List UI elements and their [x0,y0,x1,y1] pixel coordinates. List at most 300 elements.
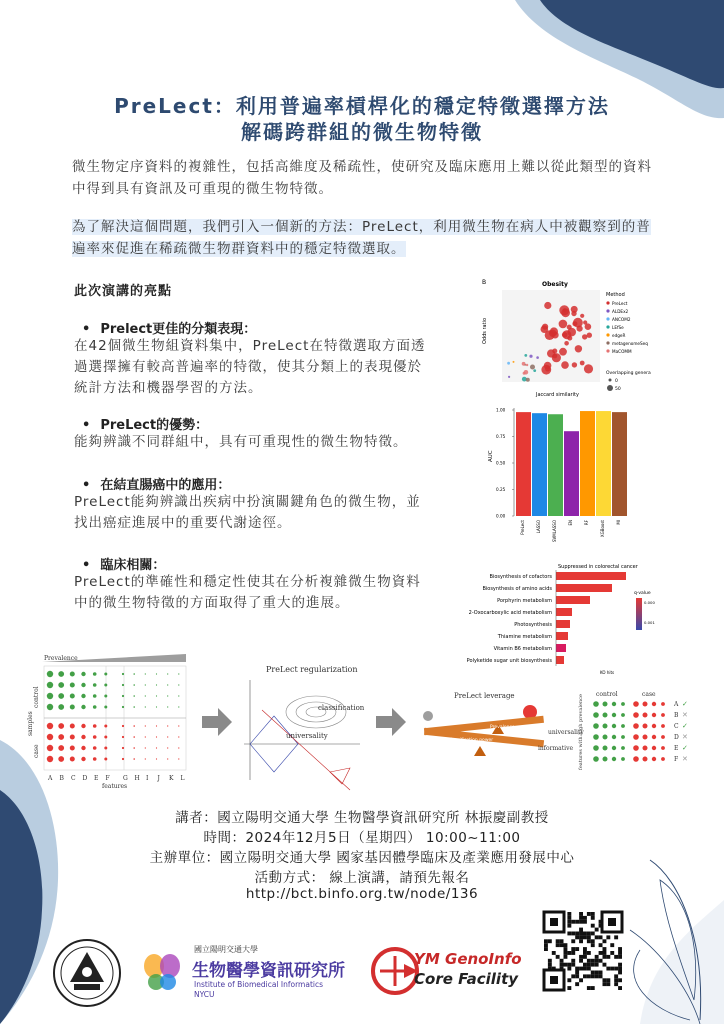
highlight-title-3: • 在結直腸癌中的應用： [82,474,230,493]
case-sample-dot [70,757,75,762]
pathway-bar [556,632,568,640]
final-row-letter: F [674,756,679,763]
control-sample-dot [93,694,97,698]
case-sample-dot [93,746,97,750]
control-sample-dot [70,694,75,699]
case-sample-dot [156,758,157,759]
control-sample-dot [178,695,179,696]
legend-label: metagenomeSeq [612,341,648,346]
final-case-dot [633,745,639,751]
feature-letter: F [105,775,110,782]
pathway-label: Biosynthesis of cofactors [489,574,552,580]
size-label-small: 0 [615,379,618,384]
scatter-legend-title: Method [606,292,625,298]
control-sample-dot [156,706,157,707]
scatter-plot [474,274,651,400]
legend-label: edgeR [612,333,626,338]
q-label-1: 0.001 [644,620,655,625]
highlight-title-2: • PreLect的優勢： [82,414,208,433]
feature-letter: I [146,775,149,782]
final-control-dot [603,724,608,729]
final-control-dot [621,713,625,717]
control-sample-dot [81,683,85,687]
final-control-dot [612,735,616,739]
highlight-text-2: 能夠辨識不同群組中，具有可重現性的微生物特徵。 [74,434,408,450]
control-sample-dot [47,671,53,677]
case-sample-dot [104,758,107,761]
case-sample-dot [178,747,179,748]
scatter-point [547,349,555,357]
feature-letter: B [59,775,64,782]
final-control-dot [593,745,599,751]
feature-letter: H [134,775,140,782]
control-sample-dot [122,695,124,697]
pathway-label: Photosynthesis [514,622,552,628]
scatter-point [583,320,587,324]
scatter-point [526,378,530,382]
control-sample-dot [93,672,97,676]
case-sample-dot [145,758,146,759]
scatter-point [571,311,576,316]
final-control-dot [593,723,599,729]
control-sample-dot [167,695,168,696]
final-row-letter: B [674,712,679,719]
auc-tick-label: 1.00 [496,407,506,413]
case-sample-dot [104,747,107,750]
ym-genoinfo-line2: Core Facility [414,970,519,988]
auc-category-label: RF [584,520,589,526]
auc-bar [612,412,627,516]
pathway-label: Thiamine metabolism [497,634,552,640]
control-sample-dot [47,693,53,699]
scatter-point [536,356,539,359]
size-label-large: 50 [615,387,621,392]
scatter-point [562,332,568,338]
bmi-nycu: NYCU [194,990,215,999]
scatter-point [572,362,577,367]
control-sample-dot [58,693,64,699]
final-control-dot [593,756,599,762]
prevalence-label: Prevalence [44,655,78,662]
nycu-seal-logo [52,938,122,1008]
features-axis-label: features [102,783,128,790]
scatter-point [541,325,549,333]
control-sample-dot [47,682,53,688]
scatter-point [561,308,570,317]
final-case-dot [661,735,665,739]
auc-bar [548,414,563,516]
universality-label: universality [286,732,328,740]
case-sample-dot [133,725,135,727]
final-case-dot [652,757,656,761]
control-sample-dot [133,695,135,697]
control-sample-dot [133,673,135,675]
pathway-legend-title: q-value [634,591,651,596]
scatter-point [587,333,592,338]
mode-info: 活動方式： 線上演講，請預先報名 [254,870,470,886]
control-sample-dot [145,706,146,707]
control-sample-dot [122,684,124,686]
final-case-dot [633,701,639,707]
case-sample-dot [58,756,64,762]
case-sample-dot [178,758,179,759]
control-sample-dot [104,695,107,698]
bmi-institute-name: 生物醫學資訊研究所 [192,961,345,981]
control-sample-dot [93,683,97,687]
bmi-english-name: Institute of Biomedical Informatics [194,980,324,989]
informative-label: informative [538,745,574,752]
feature-letter: E [94,775,99,782]
final-control-dot [593,701,599,707]
control-sample-dot [47,704,53,710]
legend-label: ALDEx2 [612,309,629,314]
genoinfo-globe-icon [370,946,420,996]
legend-swatch [606,309,609,312]
pathway-bar [556,596,590,604]
case-sample-dot [93,724,97,728]
scatter-point [564,341,569,346]
control-sample-dot [167,673,168,674]
case-sample-dot [167,758,168,759]
final-control-dot [593,734,599,740]
scatter-point [526,364,528,366]
bmi-institute-logo [140,944,350,1004]
feature-letter: J [157,775,160,782]
case-sample-dot [58,745,64,751]
case-sample-dot [93,735,97,739]
auc-tick-label: 0.75 [496,434,506,439]
final-row-letter: A [674,701,679,708]
final-case-dot [643,746,648,751]
final-case-dot [633,734,639,740]
final-control-dot [603,713,608,718]
control-sample-dot [178,673,179,674]
bmi-university-name: 國立陽明交通大學 [194,945,258,954]
case-sample-dot [145,747,146,748]
scatter-point [550,327,558,335]
control-sample-dot [104,706,107,709]
final-control-dot [612,757,616,761]
organizer-info: 主辦單位：國立陽明交通大學 國家基因體學臨床及產業應用發展中心 [149,850,575,866]
case-sample-dot [104,725,107,728]
scatter-xlabel: Jaccard similarity [536,392,579,398]
workflow-diagram [27,650,694,790]
final-case-dot [633,723,639,729]
control-sample-dot [167,706,168,707]
control-sample-dot [133,684,135,686]
control-sample-dot [122,706,124,708]
final-control-label: control [596,691,618,698]
auc-tick-label: 0.00 [496,513,506,519]
legend-swatch [606,325,609,328]
final-row-letter: E [674,745,679,752]
scatter-point [524,370,529,375]
scatter-point [559,320,568,329]
case-side-label: case [33,744,40,758]
final-case-dot [661,713,665,717]
control-sample-dot [58,671,64,677]
case-sample-dot [178,736,179,737]
scatter-point [508,376,510,378]
pathway-bar [556,572,626,580]
case-sample-dot [122,736,124,738]
case-sample-dot [133,758,135,760]
scatter-point [580,314,584,318]
scatter-point [524,354,527,357]
final-control-dot [621,757,625,761]
final-case-dot [643,757,648,762]
control-sample-dot [122,673,124,675]
case-sample-dot [70,724,75,729]
case-sample-dot [145,736,146,737]
case-sample-dot [104,736,107,739]
highlight-text-4: PreLect的準確性和穩定性使其在分析複雜微生物資料中的微生物特徵的方面取得了重大的進展。 [74,574,421,611]
control-sample-dot [81,672,85,676]
scatter-point [561,361,569,369]
control-sample-dot [70,683,75,688]
leverage-title: PreLect leverage [454,692,515,700]
scatter-point [575,345,582,352]
final-control-dot [603,757,608,762]
pathway-label: Porphyrin metabolism [497,598,552,604]
feature-letter: K [169,775,174,782]
scatter-point [584,364,593,373]
highlight-title-4: • 臨床相關： [82,554,165,573]
check-icon: ✓ [682,722,688,730]
auc-bar [532,413,547,516]
control-sample-dot [156,695,157,696]
case-sample-dot [156,747,157,748]
scatter-point [513,361,515,363]
auc-bar [564,431,579,516]
final-case-dot [652,713,656,717]
case-sample-dot [81,735,85,739]
final-control-dot [612,713,616,717]
control-sample-dot [178,706,179,707]
legend-label: ANCOM2 [612,317,631,322]
cross-icon: ✕ [682,755,688,763]
control-sample-dot [178,684,179,685]
lever-prevalence-label: Prevalence [490,725,515,730]
control-sample-dot [93,705,97,709]
highlight-text-3: PreLect能夠辨識出疾病中扮演關鍵角色的微生物，並找出癌症進展中的重要代謝途徑。 [74,494,421,531]
case-sample-dot [58,734,64,740]
case-sample-dot [58,723,64,729]
case-sample-dot [47,745,53,751]
control-sample-dot [70,672,75,677]
lever-classification-label: Classification power [448,738,494,743]
auc-category-label: XGBoost [600,520,605,538]
auc-category-label: EN [568,520,573,526]
scatter-point [530,365,535,370]
final-case-dot [643,702,648,707]
case-sample-dot [47,723,53,729]
final-case-dot [643,724,648,729]
ym-genoinfo-line1: YM GenoInfo [414,950,522,968]
final-case-dot [633,756,639,762]
pathway-label: Biosynthesis of amino acids [482,586,552,592]
bmi-butterfly-icon [140,950,184,994]
legend-swatch [606,301,609,304]
control-side-label: control [33,686,40,708]
control-sample-dot [133,706,135,708]
highlight-text-1: 在42個微生物組資料集中，PreLect在特徵選取方面透過選擇擁有較高普遍率的特徵，使其分類上的表現優於統計方法和機器學習的方法。 [74,338,426,396]
scatter-point [559,348,567,356]
case-sample-dot [167,725,168,726]
legend-label: LEfSe [612,325,624,330]
highlights-heading: 此次演講的亮點 [74,284,173,299]
scatter-title: Obesity [542,281,568,288]
final-control-dot [603,702,608,707]
cross-icon: ✕ [682,733,688,741]
control-sample-dot [81,705,85,709]
final-case-label: case [642,691,656,698]
ym-genoinfo-logo [370,944,530,1000]
auc-category-label: PreLect [520,520,525,535]
control-sample-dot [145,684,146,685]
workflow-svg [27,650,694,790]
legend-swatch [606,349,609,352]
check-icon: ✓ [682,744,688,752]
control-sample-dot [58,704,64,710]
control-sample-dot [81,694,85,698]
feature-letter: A [48,775,53,782]
auc-figure [486,400,638,556]
auc-tick-label: 0.25 [496,487,506,492]
final-control-dot [621,735,625,739]
case-sample-dot [167,747,168,748]
highlight-title-1: • Prelect更佳的分類表現： [82,318,256,337]
case-sample-dot [167,736,168,737]
case-sample-dot [81,757,85,761]
auc-bar-chart [486,400,638,556]
case-sample-dot [47,734,53,740]
speaker-info: 講者：國立陽明交通大學 生物醫學資訊研究所 林振慶副教授 [175,810,549,826]
scatter-ylabel: Odds ratio [482,317,488,344]
case-sample-dot [122,725,124,727]
feature-letter: D [82,775,88,782]
case-sample-dot [70,746,75,751]
features-high-prevalence-label: features with high prevalence [578,694,584,770]
scatter-point [582,334,587,339]
control-sample-dot [70,705,75,710]
check-icon: ✓ [682,700,688,708]
scatter-point [529,355,532,358]
control-sample-dot [145,695,146,696]
auc-category-label: LASSO [536,520,541,534]
final-control-dot [593,712,599,718]
final-case-dot [643,735,648,740]
control-sample-dot [167,684,168,685]
control-sample-dot [145,673,146,674]
scatter-figure [474,274,651,400]
case-sample-dot [81,724,85,728]
case-sample-dot [70,735,75,740]
final-case-dot [652,735,656,739]
final-case-dot [661,724,665,728]
scatter-size-legend-title: Overlapping genera [606,371,651,376]
scatter-point [545,366,550,371]
auc-category-label: SVMLASSO [552,520,557,543]
final-control-dot [612,724,616,728]
regularization-title: PreLect regularization [266,665,358,674]
case-sample-dot [93,757,97,761]
final-case-dot [652,746,656,750]
q-label-0: 0.000 [644,600,655,605]
scatter-point [522,362,526,366]
final-control-dot [612,702,616,706]
control-sample-dot [58,682,64,688]
final-row-letter: D [674,734,679,741]
final-case-dot [633,712,639,718]
page-title-line2: 解碼跨群組的微生物特徵 [241,120,483,144]
auc-ylabel: AUC [488,450,494,462]
final-control-dot [621,724,625,728]
highlight-text: 為了解決這個問題，我們引入一個新的方法：PreLect，利用微生物在病人中被觀察到的普遍率來促進在稀疏微生物群資料中的穩定特徵選取。 [72,219,651,257]
case-sample-dot [133,736,135,738]
pathway-bar [556,620,570,628]
pathway-bar [556,608,572,616]
final-row-letter: C [674,723,679,730]
lever-universality-label: universality [548,729,584,736]
final-control-dot [612,746,616,750]
legend-label: MaCOMM [612,349,632,354]
feature-letter: L [180,775,185,782]
case-sample-dot [156,725,157,726]
intro-highlight-paragraph [72,216,662,260]
case-sample-dot [178,725,179,726]
final-case-dot [652,702,656,706]
scatter-point [580,361,585,366]
final-case-dot [661,702,665,706]
legend-swatch [606,317,609,320]
registration-link[interactable]: http://bct.binfo.org.tw/node/136 [245,886,479,902]
pathway-title: Suppressed in colorectal cancer [558,564,638,570]
scatter-point [573,318,583,328]
case-sample-dot [81,746,85,750]
final-case-dot [643,713,648,718]
case-sample-dot [47,756,53,762]
final-case-dot [661,757,665,761]
feature-letter: C [71,775,76,782]
control-sample-dot [104,684,107,687]
case-sample-dot [156,736,157,737]
samples-axis-label: samples [27,711,34,736]
control-sample-dot [104,673,107,676]
intro-paragraph: 微生物定序資料的複雜性，包括高維度及稀疏性，使研究及臨床應用上難以從此類型的資料中得到具有資訊及可重現的微生物特徵。 [72,159,652,197]
case-sample-dot [145,725,146,726]
classification-label: classification [318,704,365,712]
final-control-dot [621,746,625,750]
final-control-dot [603,746,608,751]
auc-category-label: MI [616,520,621,525]
time-info: 時間：2024年12月5日（星期四） 10:00~11:00 [203,830,521,846]
case-sample-dot [122,747,124,749]
scatter-point [544,302,551,309]
final-case-dot [661,746,665,750]
legend-swatch [606,333,609,336]
scatter-point [507,362,510,365]
auc-bar [580,411,595,516]
legend-label: PreLect [612,301,628,306]
feature-letter: G [123,775,128,782]
pathway-label: Vitamin B6 metabolism [493,646,552,652]
auc-bar [596,411,611,516]
control-sample-dot [156,684,157,685]
registration-qr-code[interactable] [542,910,624,992]
final-case-dot [652,724,656,728]
scatter-point [533,369,536,372]
